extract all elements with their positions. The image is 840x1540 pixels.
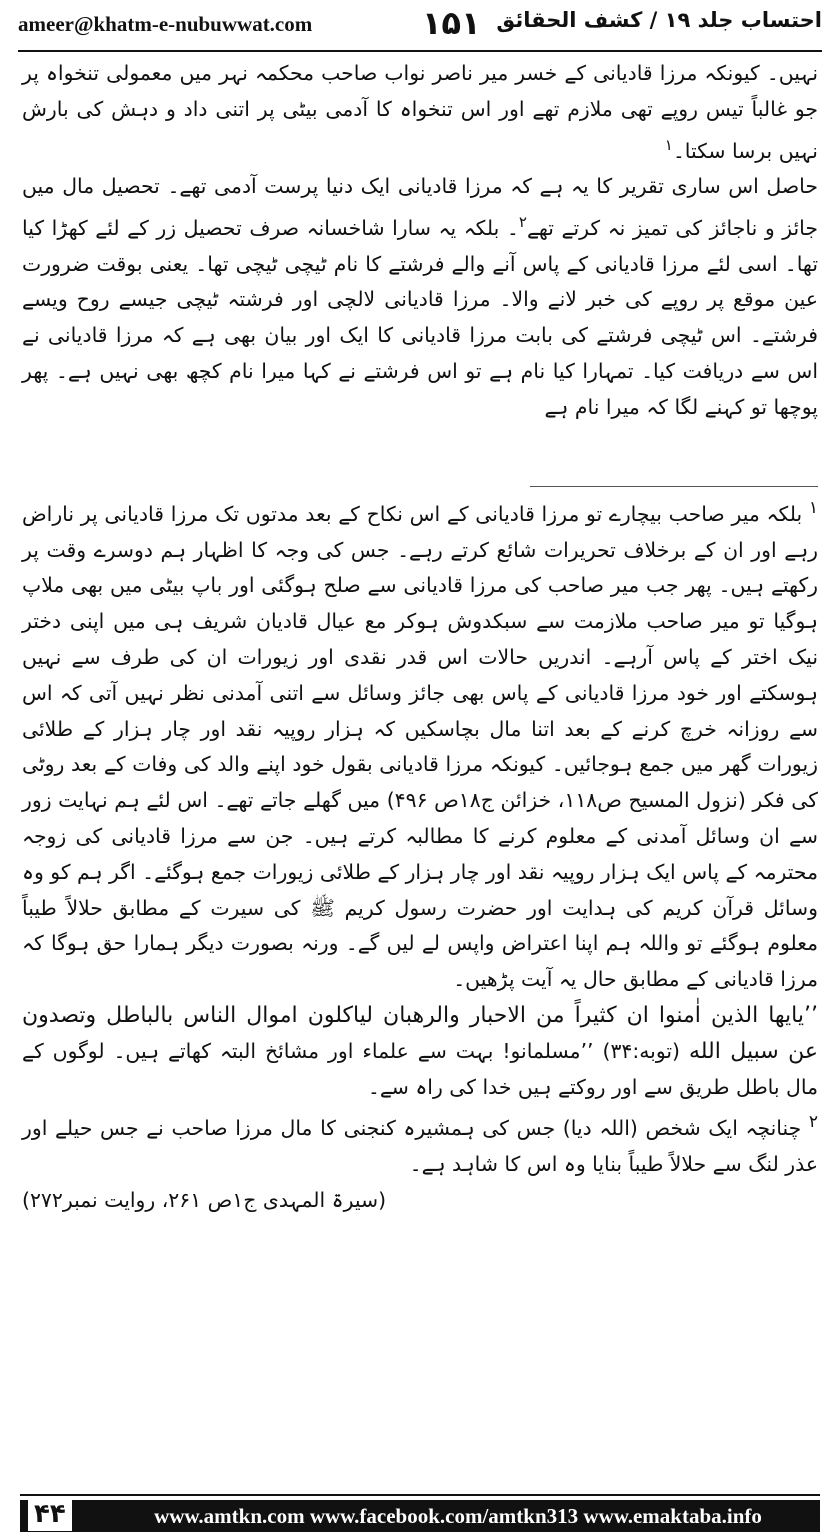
header-rule	[18, 50, 822, 52]
header-email: ameer@khatm-e-nubuwwat.com	[18, 12, 313, 36]
footnote-marker: ۱	[664, 135, 673, 154]
page-number: ۱۵۱	[422, 4, 481, 42]
paragraph-text: ۔ بلکہ یہ سارا شاخسانہ صرف تحصیل زر کے لئے کھڑا کیا تھا۔ اسی لئے مرزا قادیانی کے پاس آنے والے فرشتے کا نام ٹیچی ٹیچی تھا۔ یعنی بوقت ضرورت عین موقع پر روپے کی خبر لانے والا۔ مرزا قادیانی لالچی اور فرشتہ ٹیچی جیسے روح ویسے فرشتے۔ اس ٹیچی فرشتے کی بابت مرزا قادیانی کا ایک اور بیان بھی ہے کہ مرزا قادیانی نے اس سے دریافت کیا۔ تمہارا کیا نام ہے تو اس فرشتے نے کہا میرا نام کچھ بھی نہیں ہے۔ پھر پوچھا تو کہنے لگا کہ میرا نام ہے	[22, 215, 818, 419]
footer-rule	[20, 1494, 820, 1496]
footer-page-index: ۴۴	[28, 1497, 72, 1531]
footnote-1	[22, 491, 818, 998]
main-text	[22, 56, 818, 426]
footnote-2	[22, 1105, 818, 1182]
source-line	[22, 1183, 818, 1219]
paragraph	[22, 169, 818, 425]
footnote-marker: ۲	[518, 212, 527, 231]
paragraph-text: حاصل اس ساری تقریر کا یہ ہے کہ مرزا قادیانی ایک دنیا پرست آدمی تھے۔ تحصیل مال میں جائز و ناجائز کی تمیز نہ کرتے تھے	[22, 174, 818, 240]
paragraph-text: نہیں۔ کیونکہ مرزا قادیانی کے خسر میر ناصر نواب صاحب محکمہ نہر میں معمولی تنخواہ پر جو غالباً تیس روپے تھی ملازم تھے اور اس تنخواہ کا آدمی بیٹی پر اتنی داد و دہش کی بارش نہیں برسا سکتا۔	[22, 61, 818, 163]
page-header	[18, 4, 822, 48]
paragraph	[22, 56, 818, 169]
quran-quote	[22, 998, 818, 1105]
footnote-text: بلکہ میر صاحب بیچارے تو مرزا قادیانی کے اس نکاح کے بعد مدتوں تک مرزا قادیانی پر ناراض رہے اور ان کے برخلاف تحریرات شائع کرتے رہے۔ جس کی وجہ کا اظہار ہم دوسرے وقت پر رکھتے ہیں۔ پھر جب میر صاحب کی مرزا قادیانی سے صلح ہوگئی اور باپ بیٹی میں بھی ملاپ ہوگیا تو میر صاحب ملازمت سے سبکدوش ہوکر مع عیال قادیان شریف ہی میں اپنی دختر نیک اختر کے پاس آرہے۔ اندریں حالات اس قدر نقدی اور زیورات ان کی طرف سے نہیں ہوسکتے اور خود مرزا قادیانی کے پاس بھی جائز وسائل سے اتنی آمدنی نظر نہیں آتی کہ اس سے روزانہ خرچ کرنے کے بعد اتنا مال بچاسکیں کہ ہزار روپیہ نقد اور چار ہزار کے طلائی زیورات گھر میں جمع ہوجائیں۔ کیونکہ مرزا قادیانی بقول خود اپنے والد کی وفات کے بعد روٹی کی فکر (نزول المسیح ص۱۱۸، خزائن ج۱۸ص ۴۹۶) میں گھلے جاتے تھے۔ اس لئے ہم نہایت زور سے ان وسائل آمدنی کے معلوم کرنے کا مطالبہ کرتے ہیں۔ جن سے مرزا قادیانی کی زوجہ محترمہ کے پاس ایک ہزار روپیہ نقد اور چار ہزار کے طلائی زیورات جمع ہوگئے۔ اگر ہم کو وہ وسائل قرآن کریم کی ہدایت اور حضرت رسول کریم ﷺ کی سیرت کے مطابق حلالاً طیباً معلوم ہوگئے تو واللہ ہم اپنا اعتراض واپس لے لیں گے۔ ورنہ بصورت دیگر ہمارا حق ہوگا کہ مرزا قادیانی کے مطابق حال یہ آیت پڑھیں۔	[22, 501, 818, 992]
footer-bar	[20, 1500, 820, 1532]
footnotes	[22, 491, 818, 1219]
footnote-marker: ۱	[808, 498, 818, 518]
verse-translation: ’’مسلمانو! بہت سے علماء اور مشائخ البتہ کھاتے ہیں۔ لوگوں کے مال باطل طریق سے اور روکتے ہیں خدا کی راہ سے۔	[22, 1038, 818, 1099]
footnote-marker: ۲	[808, 1112, 818, 1133]
book-title: احتساب جلد ۱۹ / کشف الحقائق	[496, 8, 822, 32]
arabic-verse: ’’یایها الذین اٰمنوا ان کثیراً من الاحبار والرهبان لیاکلون اموال الناس بالباطل وتصدون عن سبیل الله	[22, 1002, 818, 1064]
footnote-separator	[530, 486, 818, 487]
verse-reference: (توبه:۳۴)	[602, 1038, 681, 1063]
footer-links: www.amtkn.com www.facebook.com/amtkn313 www.emaktaba.info	[154, 1504, 762, 1528]
source-citation: (سیرۃ المہدی ج۱ص ۲۶۱، روایت نمبر۲۷۲)	[22, 1187, 387, 1212]
footnote-text: چنانچہ ایک شخص (اللہ دیا) جس کی ہمشیرہ کنجنی کا مال مرزا صاحب نے جس حیلے اور عذر لنگ سے حلالاً طیباً بنایا وہ اس کا شاہد ہے۔	[22, 1116, 818, 1176]
